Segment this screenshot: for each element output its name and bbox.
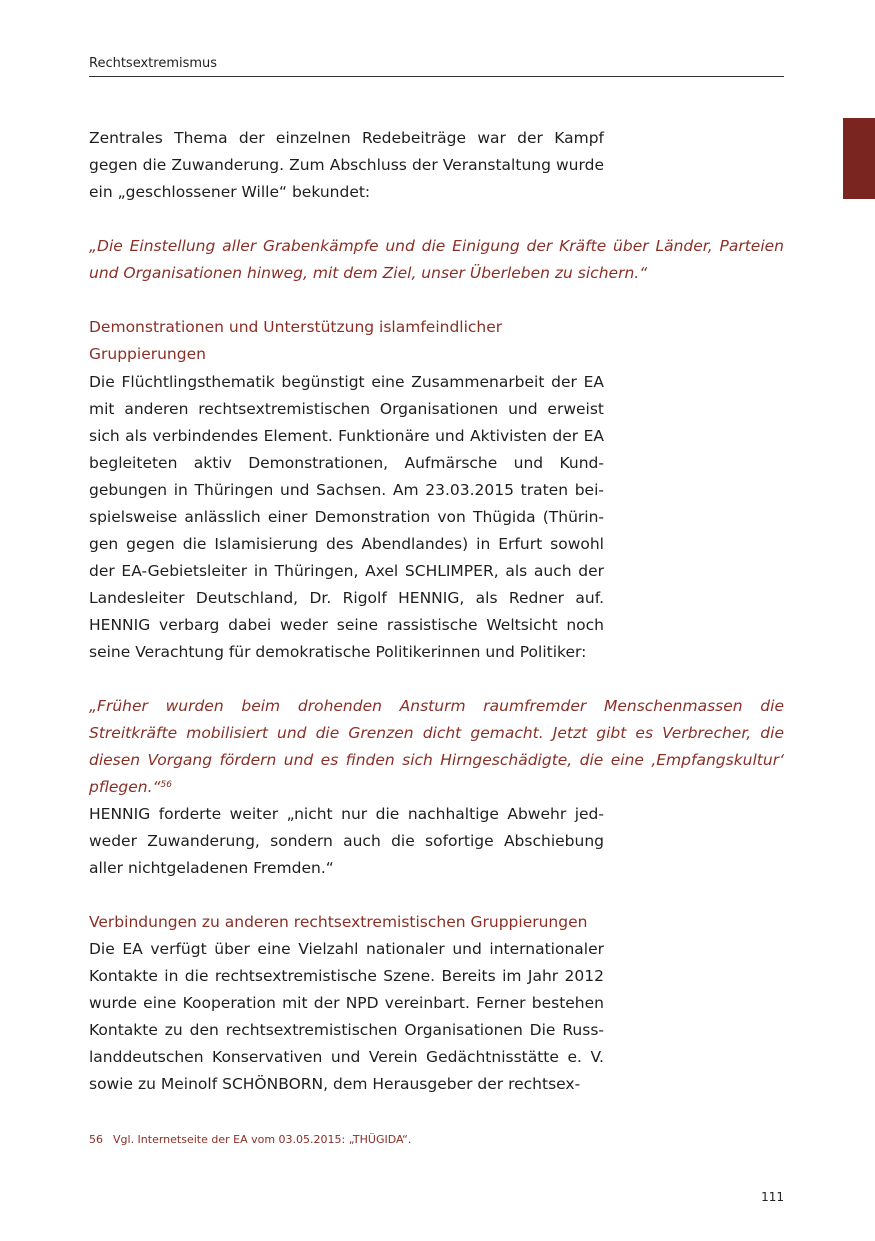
running-header-title: Rechtsextremismus [89, 56, 218, 71]
subheading-connections [89, 909, 604, 936]
footnote [89, 1133, 689, 1146]
quote-2-text: „Früher wurden beim drohenden Ansturm raumfremder Menschenmassen die Streitkräfte mobilisiert und die Grenzen dicht gemacht. Jetzt gibt es Verbrecher, die diesen Vorgang fördern und es finden sich Hirngeschädigte, die eine ‚Empfangskultur‘ pflegen.“ [89, 697, 784, 796]
quote-1 [89, 233, 784, 287]
footnote-number: 56 [89, 1133, 103, 1146]
chapter-tab-marker [843, 118, 875, 199]
footnote-reference[interactable]: 56 [160, 780, 172, 790]
paragraph-2 [89, 369, 604, 666]
quote-1-text: „Die Einstellung aller Grabenkämpfe und die Einigung der Kräfte über Länder, Parteien und Organisationen hinweg, mit dem Ziel, unser Überleben zu sichern.“ [89, 237, 784, 282]
running-header [89, 56, 784, 77]
page-number: 111 [761, 1190, 784, 1204]
paragraph-1 [89, 125, 604, 206]
paragraph-1-text: Zentrales Thema der einzelnen Redebeiträge war der Kampf gegen die Zuwanderung. Zum Abschluss der Veranstaltung wurde ein „geschlossener Wille“ bekundet: [89, 129, 604, 201]
subheading-connections-text: Verbindungen zu anderen rechtsextremistischen Gruppierungen [89, 913, 588, 931]
footnote-text: Vgl. Internetseite der EA vom 03.05.2015: „THÜGIDA“. [113, 1133, 412, 1146]
paragraph-4 [89, 936, 604, 1098]
paragraph-2-text: Die Flüchtlingsthematik begünstigt eine Zusammenarbeit der EA mit anderen rechtsextremistischen Organisationen und erweist sich als verbindendes Element. Funktionäre und Aktivisten der EA begleiteten aktiv Demonstrationen, Aufmärsche und Kundgebungen in Thüringen und Sachsen. Am 23.03.2015 traten beispielsweise anlässlich einer Demonstration von Thügida (Thüringen gegen die Islamisierung des Abendlandes) in Erfurt sowohl der EA-Gebietsleiter in Thüringen, Axel SCHLIMPER, als auch der Landesleiter Deutschland, Dr. Rigolf HENNIG, als Redner auf. HENNIG verbarg dabei weder seine rassistische Weltsicht noch seine Verachtung für demokratische Politikerinnen und Politiker: [89, 373, 604, 661]
paragraph-3 [89, 801, 604, 882]
subheading-demonstrations [89, 314, 604, 368]
subheading-demonstrations-text: Demonstrationen und Unterstützung islamfeindlicher Gruppierungen [89, 318, 503, 363]
paragraph-3-text: HENNIG forderte weiter „nicht nur die nachhaltige Abwehr jedweder Zuwanderung, sondern auch die sofortige Abschiebung aller nichtgeladenen Fremden.“ [89, 805, 604, 877]
paragraph-4-text: Die EA verfügt über eine Vielzahl nationaler und internationaler Kontakte in die rechtsextremistische Szene. Bereits im Jahr 2012 wurde eine Kooperation mit der NPD vereinbart. Ferner bestehen Kontakte zu den rechtsextremistischen Organisationen Die Russlanddeutschen Konservativen und Verein Gedächtnisstätte e. V. sowie zu Meinolf SCHÖNBORN, dem Herausgeber der rechtsex- [89, 940, 604, 1093]
quote-2 [89, 693, 784, 801]
